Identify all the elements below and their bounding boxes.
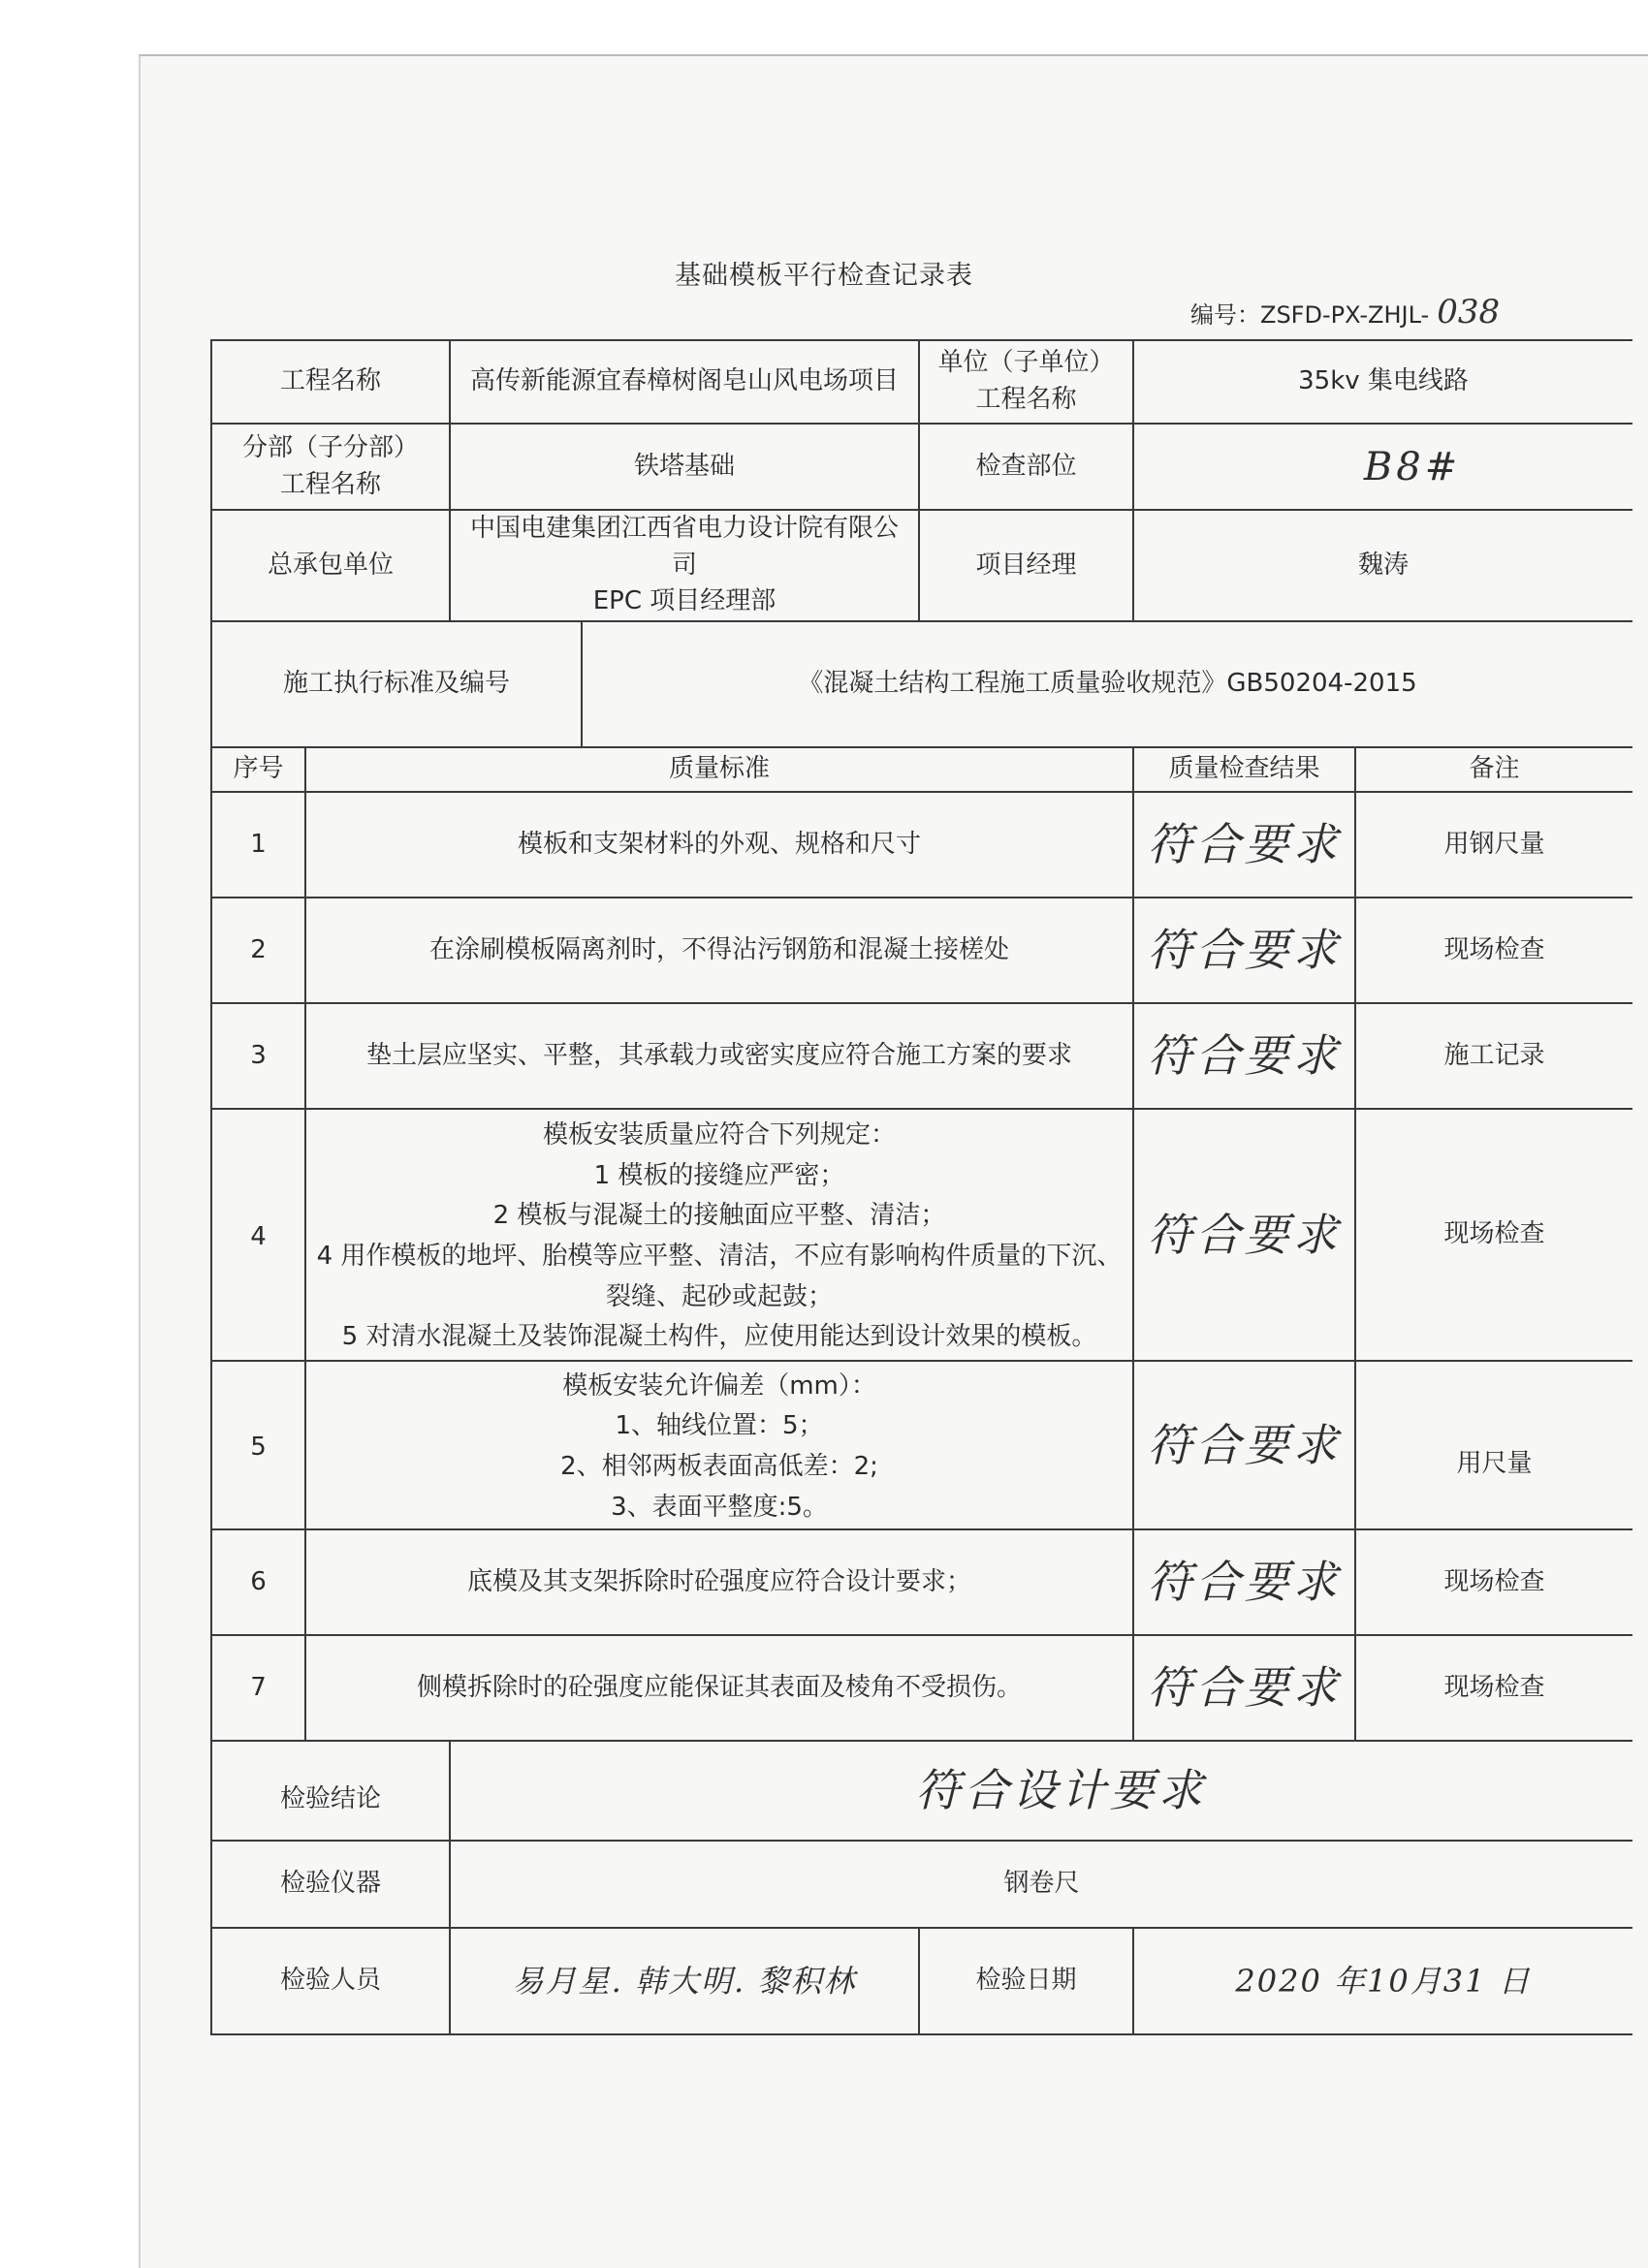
inspect-location-value: [1133, 424, 1632, 510]
row-result: [1133, 898, 1355, 1003]
unit-project-value: 35kv 集电线路: [1133, 340, 1632, 424]
instrument-label: 检验仪器: [211, 1841, 450, 1928]
document-title: 基础模板平行检查记录表: [675, 261, 973, 291]
row-number: 1: [211, 792, 305, 898]
document-number: [1190, 293, 1500, 331]
inspect-location-handwritten: B8#: [1363, 444, 1462, 489]
row-standard: [305, 792, 1133, 898]
contractor-value-line2: EPC 项目经理部: [592, 586, 776, 616]
standard-value: 《混凝土结构工程施工质量验收规范》GB50204-2015: [582, 621, 1632, 747]
conclusion-label: 检验结论: [211, 1741, 450, 1841]
table-row: [211, 1109, 1632, 1361]
table-row: [211, 898, 1632, 1003]
row-standard-line: 模板安装允许偏差（mm）：: [562, 1370, 876, 1401]
row-number: 5: [211, 1361, 305, 1529]
contractor-value: [450, 510, 919, 621]
table-row: [211, 1361, 1632, 1529]
standard-label: 施工执行标准及编号: [211, 621, 582, 747]
row-remark: 现场检查: [1355, 1109, 1632, 1361]
column-header-standard: 质量标准: [305, 747, 1133, 792]
row-standard-line: 2 模板与混凝土的接触面应平整、清洁；: [492, 1201, 946, 1231]
row-remark: 用钢尺量: [1355, 792, 1632, 898]
row-number: 2: [211, 898, 305, 1003]
row-standard: [305, 1529, 1133, 1635]
row-remark: 施工记录: [1355, 1003, 1632, 1109]
date-label: 检验日期: [919, 1928, 1133, 2034]
row-number: 3: [211, 1003, 305, 1109]
row-standard-line: 裂缝、起砂或起鼓；: [606, 1281, 834, 1311]
contractor-label: 总承包单位: [211, 510, 450, 621]
row-result-handwritten: 符合要求: [1147, 1208, 1342, 1261]
column-header-no: 序号: [211, 747, 305, 792]
inspectors-signatures: 易月星. 韩大明. 黎积林: [512, 1962, 857, 2000]
row-standard-line: 底模及其支架拆除时砼强度应符合设计要求；: [467, 1566, 972, 1596]
sub-project-label-line2: 工程名称: [280, 469, 382, 499]
manager-label: 项目经理: [919, 510, 1133, 621]
table-row: [211, 1003, 1632, 1109]
inspect-location-label: 检查部位: [919, 424, 1133, 510]
row-standard: [305, 1003, 1133, 1109]
row-result-handwritten: 符合要求: [1147, 1418, 1342, 1471]
row-result-handwritten: 符合要求: [1147, 924, 1342, 977]
row-result-handwritten: 符合要求: [1147, 818, 1342, 871]
table-row: [211, 1635, 1632, 1741]
row-number: 6: [211, 1529, 305, 1635]
row-standard: [305, 1109, 1133, 1361]
row-remark: 用尺量: [1355, 1361, 1632, 1529]
row-result: [1133, 1635, 1355, 1741]
row-result-handwritten: 符合要求: [1147, 1661, 1342, 1715]
row-result: [1133, 1529, 1355, 1635]
row-standard-line: 5 对清水混凝土及装饰混凝土构件，应使用能达到设计效果的模板。: [341, 1322, 1097, 1352]
inspectors-label: 检验人员: [211, 1928, 450, 2034]
row-remark: 现场检查: [1355, 1529, 1632, 1635]
unit-project-label-line1: 单位（子单位）: [937, 348, 1115, 378]
table-row: [211, 792, 1632, 898]
row-remark: 现场检查: [1355, 898, 1632, 1003]
row-result: [1133, 792, 1355, 898]
row-standard: [305, 1361, 1133, 1529]
instrument-value: 钢卷尺: [450, 1841, 1632, 1928]
table-row: [211, 1529, 1632, 1635]
row-number: 4: [211, 1109, 305, 1361]
manager-value: 魏涛: [1133, 510, 1632, 621]
row-standard-line: 1、轴线位置：5；: [615, 1411, 824, 1441]
document-number-handwritten: 038: [1437, 293, 1501, 331]
column-header-remark: 备注: [1355, 747, 1632, 792]
row-standard-line: 模板安装质量应符合下列规定：: [543, 1120, 897, 1150]
row-result: [1133, 1361, 1355, 1529]
unit-project-label: [919, 340, 1133, 424]
conclusion-handwritten: 符合设计要求: [915, 1764, 1207, 1817]
sub-project-label: [211, 424, 450, 510]
sub-project-label-line1: 分部（子分部）: [242, 432, 420, 462]
document-number-label: 编号：ZSFD-PX-ZHJL-: [1190, 301, 1430, 329]
row-result: [1133, 1003, 1355, 1109]
row-standard: [305, 898, 1133, 1003]
row-standard-line: 在涂刷模板隔离剂时，不得沾污钢筋和混凝土接槎处: [429, 934, 1010, 964]
row-standard-line: 垫土层应坚实、平整，其承载力或密实度应符合施工方案的要求: [366, 1040, 1073, 1070]
unit-project-label-line2: 工程名称: [975, 385, 1077, 414]
row-result-handwritten: 符合要求: [1147, 1029, 1342, 1083]
contractor-value-line1: 中国电建集团江西省电力设计院有限公司: [470, 514, 900, 580]
sub-project-value: 铁塔基础: [450, 424, 919, 510]
project-name-label: 工程名称: [211, 340, 450, 424]
row-standard-line: 1 模板的接缝应严密；: [593, 1160, 845, 1190]
conclusion-value: [450, 1741, 1632, 1841]
column-header-result: 质量检查结果: [1133, 747, 1355, 792]
date-value: [1133, 1928, 1632, 2034]
row-standard: [305, 1635, 1133, 1741]
row-standard-line: 3、表面平整度:5。: [611, 1492, 828, 1522]
inspectors-value: [450, 1928, 919, 2034]
row-standard-line: 2、相邻两板表面高低差：2;: [560, 1452, 878, 1482]
row-remark: 现场检查: [1355, 1635, 1632, 1741]
row-standard-line: 侧模拆除时的砼强度应能保证其表面及棱角不受损伤。: [417, 1672, 1023, 1702]
inspection-record-table: [210, 339, 1632, 2035]
row-number: 7: [211, 1635, 305, 1741]
row-result: [1133, 1109, 1355, 1361]
row-standard-line: 模板和支架材料的外观、规格和尺寸: [518, 829, 922, 859]
date-handwritten: 2020 年10月31 日: [1235, 1962, 1532, 2000]
project-name-value: 高传新能源宜春樟树阁皂山风电场项目: [450, 340, 919, 424]
row-result-handwritten: 符合要求: [1147, 1556, 1342, 1609]
row-standard-line: 4 用作模板的地坪、胎模等应平整、清洁，不应有影响构件质量的下沉、: [316, 1242, 1123, 1272]
